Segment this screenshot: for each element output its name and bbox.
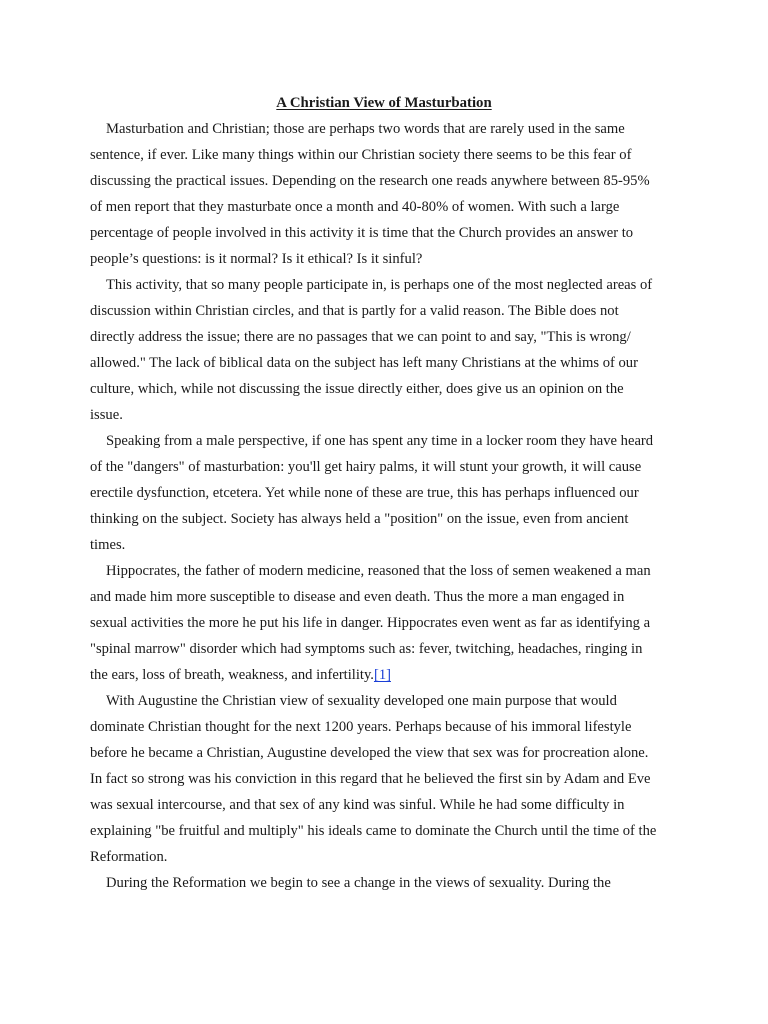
text-line: This activity, that so many people participate in, is perhaps one of the most neglected areas of	[106, 277, 653, 293]
text-segment: the ears, loss of breath, weakness, and infertility.	[90, 667, 374, 683]
text-line: Reformation.	[90, 849, 168, 865]
text-line: culture, which, while not discussing the issue directly either, does give us an opinion on the	[90, 381, 624, 397]
text-line: sexual activities the more he put his life in danger. Hippocrates even went as far as identifying a	[90, 615, 651, 631]
text-line: sentence, if ever. Like many things within our Christian society there seems to be this fear of	[90, 147, 632, 163]
text-line: erectile dysfunction, etcetera. Yet while none of these are true, this has perhaps influenced our	[90, 485, 639, 501]
text-line: was sexual intercourse, and that sex of any kind was sinful. While he had some difficulty in	[90, 797, 625, 813]
text-line	[90, 662, 690, 688]
text-line: thinking on the subject. Society has always held a "position" on the issue, even from ancient	[90, 511, 629, 527]
text-line: issue.	[90, 407, 123, 423]
text-line: allowed." The lack of biblical data on the subject has left many Christians at the whims of our	[90, 355, 638, 371]
text-line: explaining "be fruitful and multiply" his ideals came to dominate the Church until the time of the	[90, 823, 657, 839]
text-line: dominate Christian thought for the next 1200 years. Perhaps because of his immoral lifestyle	[90, 719, 632, 735]
text-line: With Augustine the Christian view of sexuality developed one main purpose that would	[106, 693, 617, 709]
text-line: and made him more susceptible to disease and even death. Thus the more a man engaged in	[90, 589, 625, 605]
text-line: Speaking from a male perspective, if one has spent any time in a locker room they have heard	[106, 433, 654, 449]
text-line: of the "dangers" of masturbation: you'll get hairy palms, it will stunt your growth, it will cause	[90, 459, 642, 475]
text-line: discussion within Christian circles, and that is partly for a valid reason. The Bible does not	[90, 303, 619, 319]
text-line: times.	[90, 537, 126, 553]
text-line: Masturbation and Christian; those are perhaps two words that are rarely used in the same	[106, 121, 625, 137]
text-line: directly address the issue; there are no passages that we can point to and say, "This is wrong/	[90, 329, 631, 345]
text-line: "spinal marrow" disorder which had symptoms such as: fever, twitching, headaches, ringing in	[90, 641, 643, 657]
text-line: In fact so strong was his conviction in this regard that he believed the first sin by Adam and Eve	[90, 771, 651, 787]
text-line: of men report that they masturbate once a month and 40-80% of women. With such a large	[90, 199, 620, 215]
footnote-link[interactable]: [1]	[373, 667, 391, 683]
text-line: discussing the practical issues. Depending on the research one reads anywhere between 85-95%	[90, 173, 650, 189]
text-line: During the Reformation we begin to see a change in the views of sexuality. During the	[106, 875, 611, 891]
text-line: percentage of people involved in this activity it is time that the Church provides an answer to	[90, 225, 634, 241]
document-body	[90, 116, 690, 896]
text-line: people’s questions: is it normal? Is it ethical? Is it sinful?	[90, 251, 423, 267]
text-line: before he became a Christian, Augustine developed the view that sex was for procreation alone.	[90, 745, 649, 761]
document-title: A Christian View of Masturbation	[276, 95, 492, 111]
text-line: Hippocrates, the father of modern medicine, reasoned that the loss of semen weakened a man	[106, 563, 651, 579]
